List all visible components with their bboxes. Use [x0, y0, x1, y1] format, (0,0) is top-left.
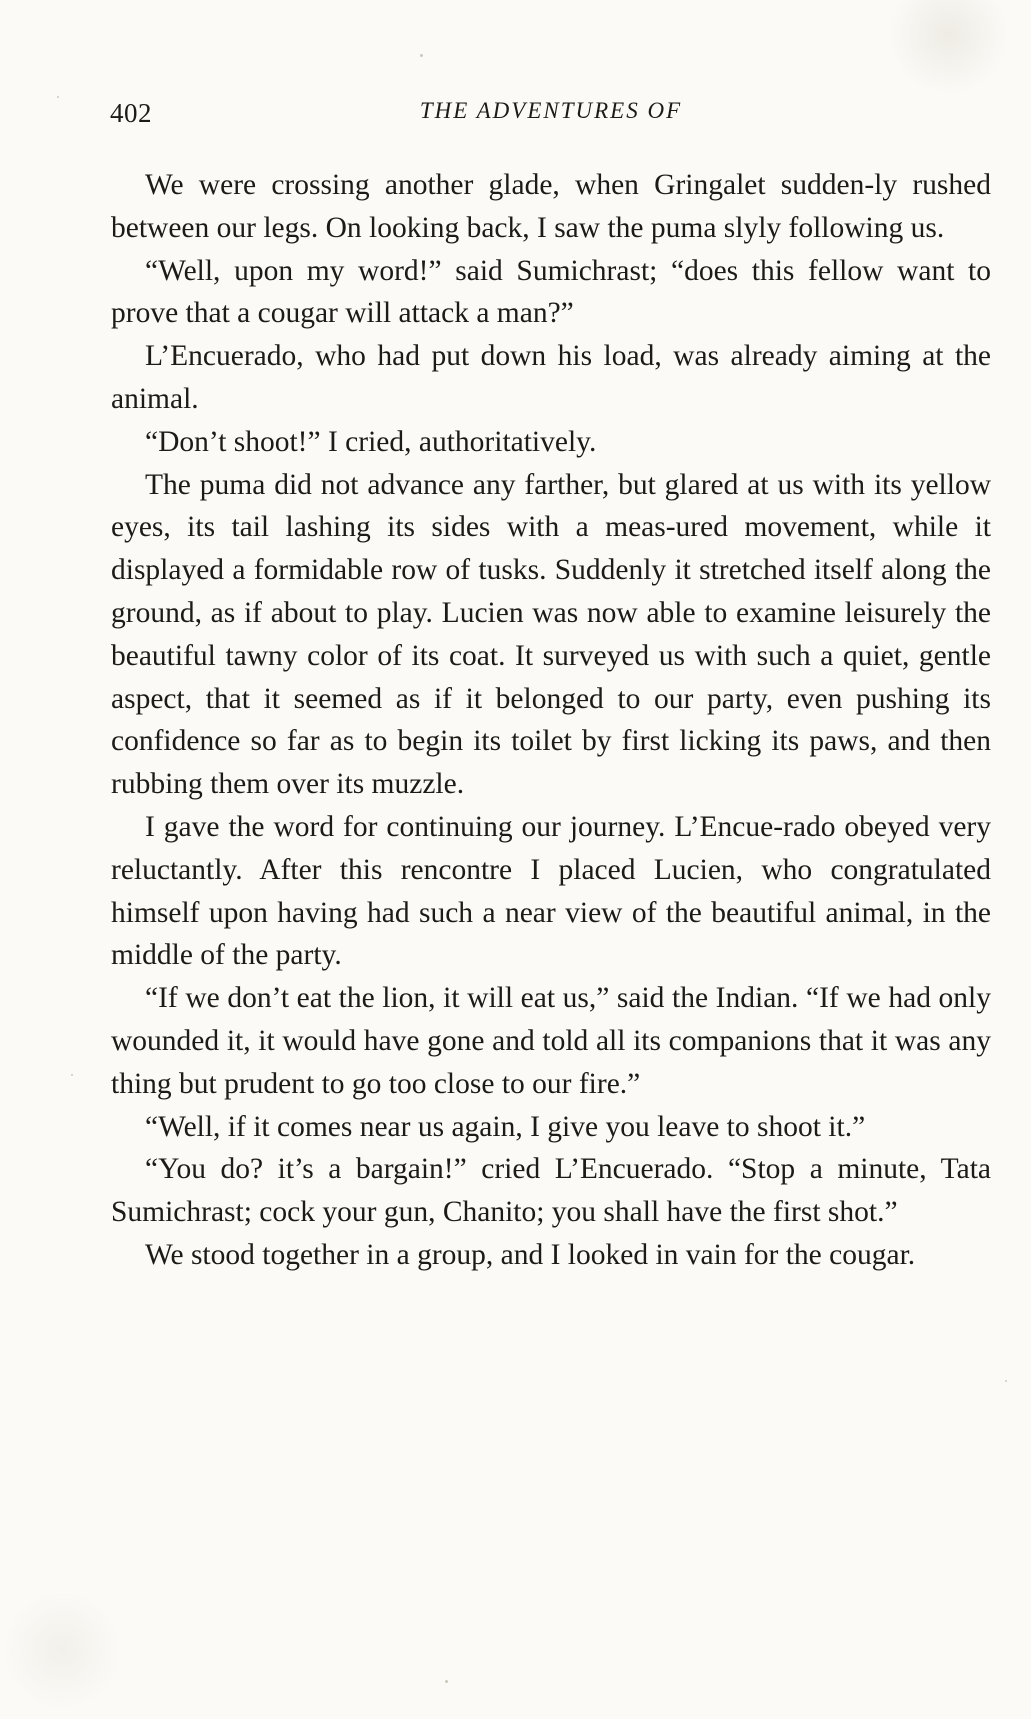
paper-speck: [71, 1074, 73, 1076]
paragraph: The puma did not advance any farther, but glared at us with its yellow eyes, its tail lashing its sides with a meas-ured movement, while it displayed a formidable row of tusks. Suddenly it stretched itself along the ground, as if about to play. Lucien was now able to examine leisurely the beautiful tawny color of its coat. It surveyed us with such a quiet, gentle aspect, that it seemed as if it belonged to our party, even pushing its confidence so far as to begin its toilet by first licking its paws, and then rubbing them over its muzzle.: [111, 468, 991, 801]
paper-speck: [1005, 1380, 1007, 1382]
paragraph: “Well, upon my word!” said Sumichrast; “does this fellow want to prove that a cougar will attack a man?”: [111, 254, 991, 330]
paragraph: We stood together in a group, and I looked in vain for the cougar.: [145, 1238, 916, 1271]
paragraph: L’Encuerado, who had put down his load, was already aiming at the animal.: [111, 340, 991, 415]
paragraph: We were crossing another glade, when Gringalet sudden-ly rushed between our legs. On looking back, I saw the puma slyly following us.: [111, 169, 991, 244]
paper-speck: [420, 54, 423, 57]
paragraph: “If we don’t eat the lion, it will eat us,” said the Indian. “If we had only wounded it, it would have gone and told all its companions that it was any thing but prudent to go too close to our fire.”: [111, 982, 991, 1100]
paragraph: I gave the word for continuing our journey. L’Encue-rado obeyed very reluctantly. After this rencontre I placed Lucien, who congratulated himself upon having had such a near view of the beautiful animal, in the middle of the party.: [111, 810, 991, 972]
paragraph: “Well, if it comes near us again, I give you leave to shoot it.”: [145, 1110, 866, 1143]
body-text: [111, 164, 991, 1277]
paper-speck: [57, 96, 59, 98]
paragraph: “You do? it’s a bargain!” cried L’Encuerado. “Stop a minute, Tata Sumichrast; cock your gun, Chanito; you shall have the first shot.”: [111, 1153, 991, 1229]
paragraph: “Don’t shoot!” I cried, authoritatively.: [145, 425, 597, 458]
page-number: 402: [110, 98, 152, 128]
page-header: [110, 98, 992, 138]
paper-speck: [445, 1680, 448, 1683]
running-title: THE ADVENTURES OF: [419, 98, 683, 123]
